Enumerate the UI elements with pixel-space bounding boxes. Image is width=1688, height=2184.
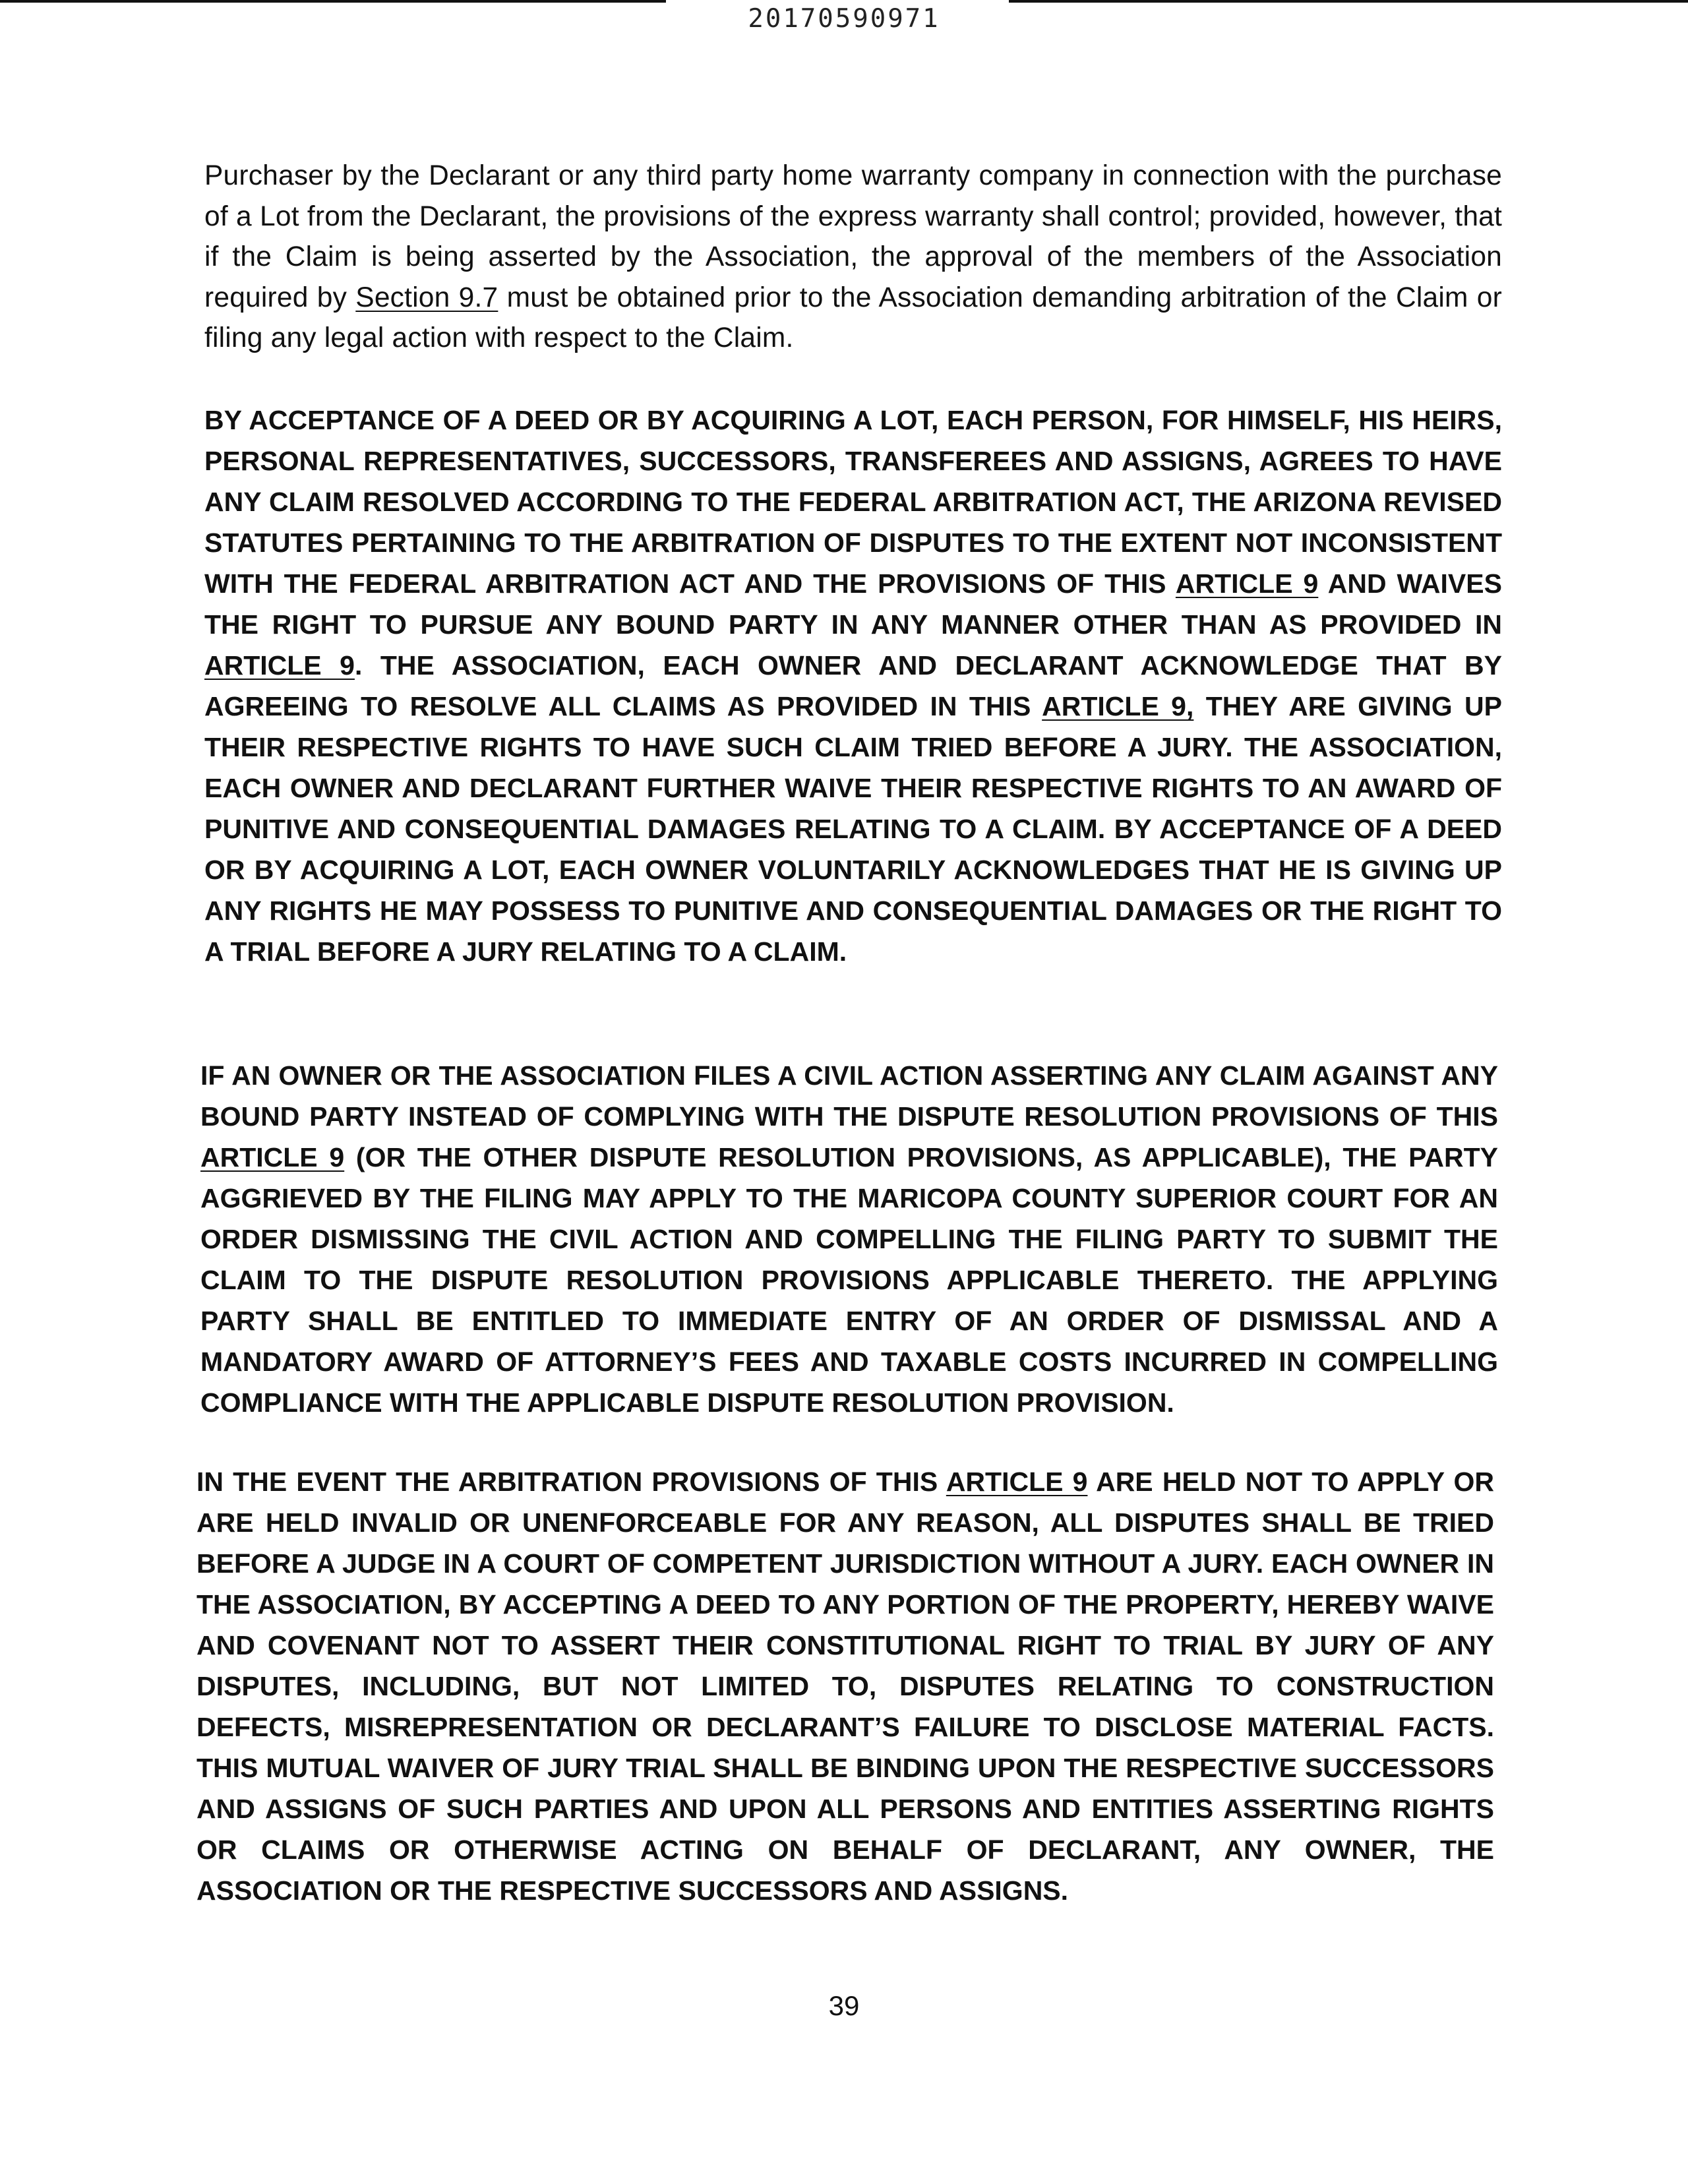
paragraph-text: . THE ASSOCIATION, EACH OWNER AND DECLARANT ACKNOWLEDGE THAT BY AGREEING TO RESOLVE ALL CLAIMS AS PROVIDED IN THIS: [204, 650, 1502, 721]
article-reference: ARTICLE 9,: [1042, 691, 1194, 721]
paragraph-text: AND WAIVES THE RIGHT TO PURSUE ANY BOUND PARTY IN ANY MANNER OTHER THAN AS PROVIDED IN: [204, 568, 1502, 640]
paragraph-warranty-control: [204, 156, 1502, 359]
document-number: 20170590971: [748, 4, 940, 34]
header-rule-right: [1009, 0, 1688, 3]
article-reference: ARTICLE 9: [1175, 568, 1319, 599]
paragraph-acceptance-of-deed: [204, 400, 1502, 972]
article-reference: ARTICLE 9: [946, 1467, 1088, 1497]
paragraph-text: BY ACCEPTANCE OF A DEED OR BY ACQUIRING A LOT, EACH PERSON, FOR HIMSELF, HIS HEIRS, PERSONAL REPRESENTATIVES, SUCCESSORS, TRANSFEREES AND ASSIGNS, AGREES TO HAVE ANY CLAIM RESOLVED ACCORDING TO THE FEDERAL ARBITRATION ACT, THE ARIZONA REVISED STATUTES PERTAINING TO THE ARBITRATION OF DISPUTES TO THE EXTENT NOT INCONSISTENT WITH THE FEDERAL ARBITRATION ACT AND THE PROVISIONS OF THIS: [204, 405, 1502, 599]
paragraph-text: ARE HELD NOT TO APPLY OR ARE HELD INVALID OR UNENFORCEABLE FOR ANY REASON, ALL DISPUTES SHALL BE TRIED BEFORE A JUDGE IN A COURT OF COMPETENT JURISDICTION WITHOUT A JURY. EACH OWNER IN THE ASSOCIATION, BY ACCEPTING A DEED TO ANY PORTION OF THE PROPERTY, HEREBY WAIVE AND COVENANT NOT TO ASSERT THEIR CONSTITUTIONAL RIGHT TO TRIAL BY JURY OF ANY DISPUTES, INCLUDING, BUT NOT LIMITED TO, DISPUTES RELATING TO CONSTRUCTION DEFECTS, MISREPRESENTATION OR DECLARANT’S FAILURE TO DISCLOSE MATERIAL FACTS. THIS MUTUAL WAIVER OF JURY TRIAL SHALL BE BINDING UPON THE RESPECTIVE SUCCESSORS AND ASSIGNS OF SUCH PARTIES AND UPON ALL PERSONS AND ENTITIES ASSERTING RIGHTS OR CLAIMS OR OTHERWISE ACTING ON BEHALF OF DECLARANT, ANY OWNER, THE ASSOCIATION OR THE RESPECTIVE SUCCESSORS AND ASSIGNS.: [196, 1467, 1494, 1906]
paragraph-text: (OR THE OTHER DISPUTE RESOLUTION PROVISIONS, AS APPLICABLE), THE PARTY AGGRIEVED BY THE FILING MAY APPLY TO THE MARICOPA COUNTY SUPERIOR COURT FOR AN ORDER DISMISSING THE CIVIL ACTION AND COMPELLING THE FILING PARTY TO SUBMIT THE CLAIM TO THE DISPUTE RESOLUTION PROVISIONS APPLICABLE THERETO. THE APPLYING PARTY SHALL BE ENTITLED TO IMMEDIATE ENTRY OF AN ORDER OF DISMISSAL AND A MANDATORY AWARD OF ATTORNEY’S FEES AND TAXABLE COSTS INCURRED IN COMPELLING COMPLIANCE WITH THE APPLICABLE DISPUTE RESOLUTION PROVISION.: [200, 1142, 1498, 1418]
page-number: 39: [828, 1990, 860, 2021]
paragraph-civil-action: [200, 1055, 1498, 1423]
paragraph-text: must be obtained prior to the Association demanding arbitration of the Claim or filing any legal action with respect to the Claim.: [204, 282, 1502, 353]
paragraph-jury-waiver: [196, 1461, 1494, 1911]
article-reference: ARTICLE 9: [204, 650, 355, 681]
article-reference: ARTICLE 9: [200, 1142, 345, 1172]
paragraph-text: IN THE EVENT THE ARBITRATION PROVISIONS OF THIS: [196, 1467, 946, 1497]
header-rule-left: [0, 0, 666, 3]
section-reference: Section 9.7: [355, 282, 498, 313]
paragraph-text: IF AN OWNER OR THE ASSOCIATION FILES A CIVIL ACTION ASSERTING ANY CLAIM AGAINST ANY BOUND PARTY INSTEAD OF COMPLYING WITH THE DISPUTE RESOLUTION PROVISIONS OF THIS: [200, 1060, 1498, 1132]
paragraph-text: THEY ARE GIVING UP THEIR RESPECTIVE RIGHTS TO HAVE SUCH CLAIM TRIED BEFORE A JURY. THE ASSOCIATION, EACH OWNER AND DECLARANT FURTHER WAIVE THEIR RESPECTIVE RIGHTS TO AN AWARD OF PUNITIVE AND CONSEQUENTIAL DAMAGES RELATING TO A CLAIM. BY ACCEPTANCE OF A DEED OR BY ACQUIRING A LOT, EACH OWNER VOLUNTARILY ACKNOWLEDGES THAT HE IS GIVING UP ANY RIGHTS HE MAY POSSESS TO PUNITIVE AND CONSEQUENTIAL DAMAGES OR THE RIGHT TO A TRIAL BEFORE A JURY RELATING TO A CLAIM.: [204, 691, 1502, 967]
paragraph-text: Purchaser by the Declarant or any third party home warranty company in connection with the purchase of a Lot from the Declarant, the provisions of the express warranty shall control; provided, however, that if the Claim is being asserted by the Association, the approval of the members of the Association required by: [204, 160, 1502, 313]
